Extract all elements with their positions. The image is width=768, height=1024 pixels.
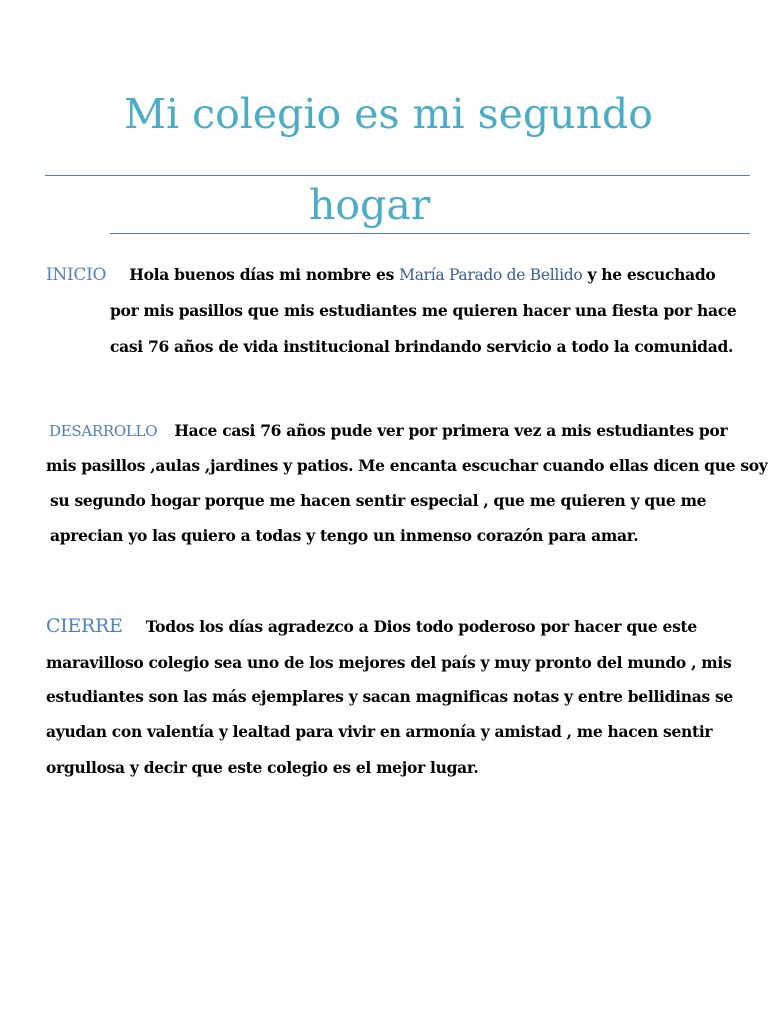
desarrollo-line-4: aprecian yo las quiero a todas y tengo un inmenso corazón para amar. — [50, 526, 639, 545]
cierre-line-4: ayudan con valentía y lealtad para vivir en armonía y amistad , me hacen sentir — [46, 722, 713, 741]
inicio-label: INICIO — [46, 265, 107, 285]
desarrollo-text-1: Hace casi 76 años pude ver por primera vez a mis estudiantes por — [174, 421, 728, 440]
title-rule-bottom — [110, 233, 750, 234]
inicio-text-post: y he escuchado — [582, 265, 716, 284]
desarrollo-label: DESARROLLO — [49, 422, 158, 440]
desarrollo-line-1 — [49, 421, 727, 441]
inicio-line-3: casi 76 años de vida institucional brindando servicio a todo la comunidad. — [110, 337, 734, 356]
inicio-name: María Parado de Bellido — [399, 266, 583, 284]
desarrollo-line-3: su segundo hogar porque me hacen sentir especial , que me quieren y que me — [50, 491, 707, 510]
inicio-text-pre: Hola buenos días mi nombre es — [129, 265, 400, 284]
cierre-line-5: orgullosa y decir que este colegio es el mejor lugar. — [46, 758, 479, 777]
cierre-line-3: estudiantes son las más ejemplares y sacan magnificas notas y entre bellidinas se — [46, 687, 733, 706]
inicio-line-2: por mis pasillos que mis estudiantes me quieren hacer una fiesta por hace — [110, 301, 737, 320]
inicio-line-1 — [46, 265, 715, 285]
title-rule-top — [45, 175, 750, 176]
document-title-line-1: Mi colegio es mi segundo — [124, 90, 653, 138]
desarrollo-line-2: mis pasillos ,aulas ,jardines y patios. Me encanta escuchar cuando ellas dicen que soy — [46, 456, 768, 475]
cierre-line-1 — [46, 616, 697, 637]
cierre-line-2: maravilloso colegio sea uno de los mejores del país y muy pronto del mundo , mis — [46, 653, 732, 672]
cierre-label: CIERRE — [46, 615, 123, 637]
document-title-line-2: hogar — [309, 181, 431, 229]
cierre-text-1: Todos los días agradezco a Dios todo poderoso por hacer que este — [145, 617, 697, 636]
